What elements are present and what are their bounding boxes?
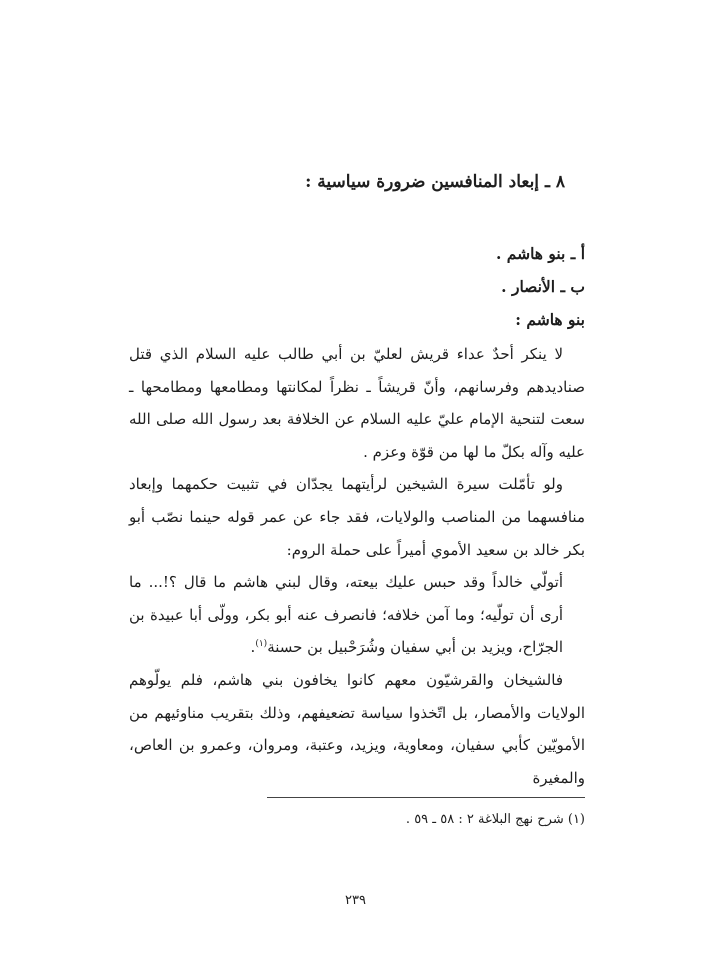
quotation — [129, 566, 585, 664]
quotation-end: . — [250, 638, 256, 657]
body-text — [129, 338, 585, 794]
paragraph-2: ولو تأمّلت سيرة الشيخين لرأيتهما يجدّان في تثبيت حكمهما وإبعاد منافسهما من المناصب والولايات، فقد جاء عن عمر قوله حينما نصّب أبو بكر خالد بن سعيد الأموي أميراً على حملة الروم: — [129, 475, 585, 559]
quotation-text: أتولّي خالداً وقد حبس عليك بيعته، وقال لبني هاشم ما قال ؟!... ما أرى أن تولّيه؛ وما آمن خلافه؛ فانصرف عنه أبو بكر، وولّى أبا عبيدة بن الجرّاح، ويزيد بن أبي سفيان وشُرَحْبيل بن حسنة — [129, 573, 563, 657]
page-number: ٢٣٩ — [345, 893, 366, 908]
list-item-bani-hashim: أ ـ بنو هاشم . — [495, 244, 585, 263]
footnote: (١) شرح نهج البلاغة ٢ : ٥٨ ـ ٥٩ . — [405, 812, 585, 827]
footnote-divider — [267, 797, 585, 798]
paragraph-3: فالشيخان والقرشيّون معهم كانوا يخافون بني هاشم، فلم يولّوهم الولايات والأمصار، بل اتّخذوا سياسة تضعيفهم، وذلك بتقريب مناوئيهم من الأمويّين كأبي سفيان، ومعاوية، ويزيد، وعتبة، ومروان، وعمرو بن العاص، والمغيرة — [129, 670, 585, 787]
subsection-heading: بنو هاشم : — [515, 310, 585, 329]
section-heading: ٨ ـ إبعاد المنافسين ضرورة سياسية : — [305, 172, 565, 192]
footnote-ref[interactable]: (١) — [255, 639, 268, 650]
paragraph-1: لا ينكر أحدٌ عداء قريش لعليّ بن أبي طالب عليه السلام الذي قتل صناديدهم وفرسانهم، وأنّ قريشاً ـ نظراً لمكانتها ومطامعها ومطامحها ـ سعت لتنحية الإمام عليّ عليه السلام عن الخلافة بعد رسول الله صلى الله عليه وآله بكلّ ما لها من قوّة وعزم . — [129, 345, 585, 461]
list-item-ansar: ب ـ الأنصار . — [501, 277, 585, 296]
